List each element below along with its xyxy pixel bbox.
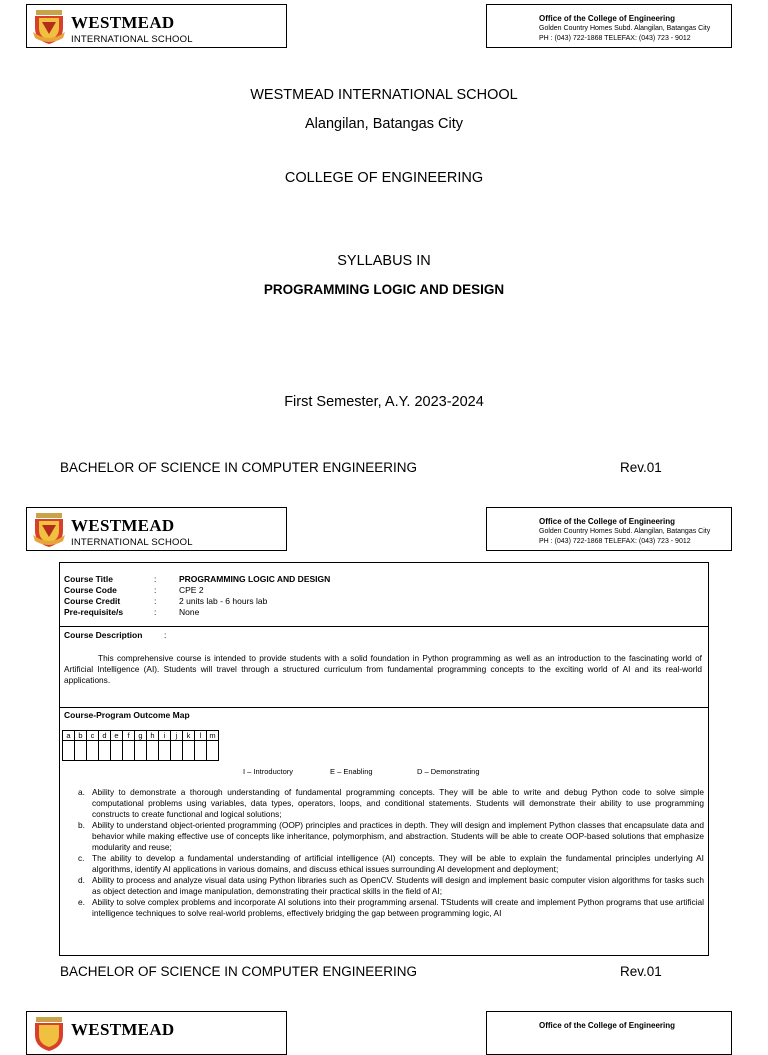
outcome-col-b: b xyxy=(75,731,87,741)
office-info-box xyxy=(486,507,732,551)
outcome-col-g: g xyxy=(135,731,147,741)
school-logo-box xyxy=(26,4,287,48)
list-item xyxy=(78,787,704,820)
outcome-cell xyxy=(207,741,219,761)
outcome-cell xyxy=(123,741,135,761)
course-code-value: CPE 2 xyxy=(179,585,204,595)
office-title: Office of the College of Engineering xyxy=(539,517,676,526)
course-credit-label: Course Credit xyxy=(64,596,121,606)
school-crest-icon xyxy=(33,513,65,547)
outcome-letter: a. xyxy=(78,787,85,797)
school-crest-icon xyxy=(33,10,65,44)
office-address: Golden Country Homes Subd. Alangilan, Batangas City xyxy=(539,528,711,535)
course-code-colon: : xyxy=(154,585,157,595)
school-logo-box xyxy=(26,507,287,551)
prerequisite-label: Pre-requisite/s xyxy=(64,607,124,617)
outcome-col-e: e xyxy=(111,731,123,741)
cover-course-title: PROGRAMMING LOGIC AND DESIGN xyxy=(263,282,505,297)
course-form xyxy=(59,562,709,956)
school-name: WESTMEAD xyxy=(71,1020,175,1039)
cover-syllabus-in: SYLLABUS IN xyxy=(337,253,431,269)
outcome-col-f: f xyxy=(123,731,135,741)
cover-school: WESTMEAD INTERNATIONAL SCHOOL xyxy=(250,87,518,103)
footer-program: BACHELOR OF SCIENCE IN COMPUTER ENGINEERING xyxy=(60,460,418,475)
outcome-map-title: Course-Program Outcome Map xyxy=(64,710,190,720)
outcome-col-k: k xyxy=(183,731,195,741)
office-info-box xyxy=(486,1011,732,1055)
course-title-value: PROGRAMMING LOGIC AND DESIGN xyxy=(179,574,331,584)
outcome-col-a: a xyxy=(63,731,75,741)
outcome-text: Ability to demonstrate a thorough understanding of fundamental programming concepts. They will be able to write and debug Python code to solve simple computational problems using variables, data types, operators, loops, and conditional statements. Students will demonstrate their ability to use programming constructs to create functional and logical solutions; xyxy=(92,787,704,819)
school-subtitle: INTERNATIONAL SCHOOL xyxy=(71,537,193,548)
school-crest-icon xyxy=(33,1017,65,1051)
course-title-colon: : xyxy=(154,574,157,584)
outcome-map-table xyxy=(62,730,219,761)
outcome-letter: c. xyxy=(78,853,85,863)
office-phone: PH : (043) 722-1868 TELEFAX: (043) 723 - 9012 xyxy=(539,35,691,42)
outcome-cell xyxy=(63,741,75,761)
divider xyxy=(60,626,708,627)
outcome-cell xyxy=(195,741,207,761)
outcome-cell xyxy=(75,741,87,761)
legend-enabling: E – Enabling xyxy=(330,767,373,776)
outcome-cell xyxy=(87,741,99,761)
outcome-cell xyxy=(99,741,111,761)
outcome-col-l: l xyxy=(195,731,207,741)
outcome-cell xyxy=(159,741,171,761)
course-credit-value: 2 units lab - 6 hours lab xyxy=(179,596,268,606)
course-credit-colon: : xyxy=(154,596,157,606)
outcome-cell xyxy=(147,741,159,761)
outcome-cell xyxy=(135,741,147,761)
office-address: Golden Country Homes Subd. Alangilan, Batangas City xyxy=(539,25,711,32)
outcome-letter: d. xyxy=(78,875,85,885)
legend-demonstrating: D – Demonstrating xyxy=(417,767,480,776)
prerequisite-colon: : xyxy=(154,607,157,617)
outcome-col-c: c xyxy=(87,731,99,741)
cover-location: Alangilan, Batangas City xyxy=(305,116,463,132)
prerequisite-value: None xyxy=(179,607,200,617)
course-description-colon: : xyxy=(164,630,167,640)
footer-revision: Rev.01 xyxy=(620,964,662,979)
school-logo-box xyxy=(26,1011,287,1055)
outcome-letter: b. xyxy=(78,820,85,830)
outcome-text: The ability to develop a fundamental understanding of artificial intelligence (AI) concepts. They will be able to explain the fundamental principles underlying AI algorithms, identify AI applications in various domains, and discuss ethical issues surrounding AI development and deployment; xyxy=(92,853,704,874)
outcome-text: Ability to process and analyze visual data using Python libraries such as OpenCV. Students will design and implement basic computer vision algorithms for tasks such as object detection and image manipulation, demonstrating their practical skills in the field of AI; xyxy=(92,875,704,896)
outcome-cell xyxy=(111,741,123,761)
outcome-letter: e. xyxy=(78,897,85,907)
outcome-map-values-row xyxy=(63,741,219,761)
divider xyxy=(60,707,708,708)
outcome-text: Ability to solve complex problems and incorporate AI solutions into their programming arsenal. TStudents will create and implement Python programs that use artificial intelligence techniques to solve real-world problems, effectively bridging the gap between programming logic, AI xyxy=(92,897,704,918)
office-title: Office of the College of Engineering xyxy=(539,1021,676,1030)
course-code-label: Course Code xyxy=(64,585,117,595)
outcome-col-d: d xyxy=(99,731,111,741)
school-name: WESTMEAD xyxy=(71,516,175,535)
outcome-cell xyxy=(183,741,195,761)
footer-program: BACHELOR OF SCIENCE IN COMPUTER ENGINEERING xyxy=(60,964,418,979)
school-subtitle: INTERNATIONAL SCHOOL xyxy=(71,34,193,45)
office-phone: PH : (043) 722-1868 TELEFAX: (043) 723 - 9012 xyxy=(539,538,691,545)
footer-revision: Rev.01 xyxy=(620,460,662,475)
office-title: Office of the College of Engineering xyxy=(539,14,676,23)
course-description-text: This comprehensive course is intended to provide students with a solid foundation in Python programming as well as an introduction to the fascinating world of Artificial Intelligence (AI). Students will travel through a structured curriculum from fundamental programming concepts to the exciting world of AI and its real-world applications. xyxy=(64,653,702,685)
list-item xyxy=(78,820,704,853)
list-item xyxy=(78,897,704,919)
school-name: WESTMEAD xyxy=(71,13,175,32)
outcome-col-h: h xyxy=(147,731,159,741)
outcome-col-j: j xyxy=(171,731,183,741)
outcomes-list xyxy=(78,787,704,919)
outcome-text: Ability to understand object-oriented programming (OOP) principles and practices in depth. They will design and implement Python classes that encapsulate data and behavior while making effective use of concepts like inheritance, polymorphism, and abstraction. Students will be able to create OOP-based solutions that emphasize modularity and reuse; xyxy=(92,820,704,852)
office-info-box xyxy=(486,4,732,48)
cover-semester: First Semester, A.Y. 2023-2024 xyxy=(284,394,484,410)
cover-college: COLLEGE OF ENGINEERING xyxy=(284,170,484,186)
outcome-col-m: m xyxy=(207,731,219,741)
course-description-label: Course Description xyxy=(64,630,143,640)
list-item xyxy=(78,853,704,875)
legend-introductory: I – Introductory xyxy=(243,767,294,776)
course-title-label: Course Title xyxy=(64,574,113,584)
outcome-cell xyxy=(171,741,183,761)
outcome-col-i: i xyxy=(159,731,171,741)
list-item xyxy=(78,875,704,897)
